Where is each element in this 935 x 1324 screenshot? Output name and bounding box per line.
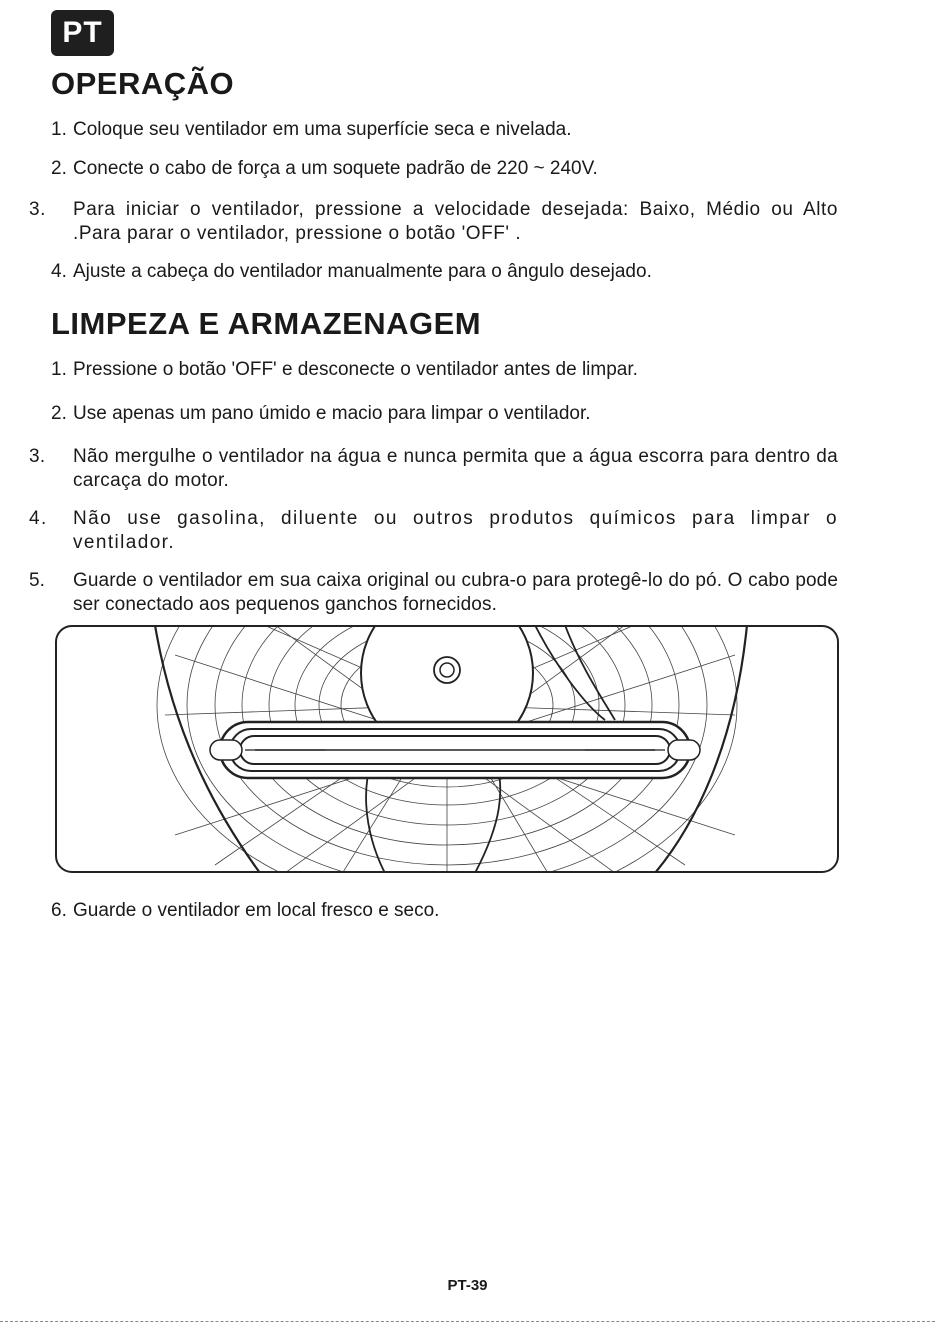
cleaning-item-5 bbox=[29, 569, 838, 617]
item-number: 5. bbox=[29, 570, 46, 591]
item-text: Use apenas um pano úmido e macio para limpar o ventilador. bbox=[73, 403, 591, 424]
fan-storage-illustration bbox=[55, 625, 839, 873]
item-text: Não use gasolina, diluente ou outros produtos químicos para limpar o ventilador. bbox=[73, 508, 838, 553]
cleaning-item-4 bbox=[29, 507, 838, 555]
operation-item-4 bbox=[51, 260, 838, 284]
cleaning-item-2 bbox=[51, 402, 838, 426]
cleaning-item-1 bbox=[51, 358, 838, 382]
cleaning-item-3 bbox=[29, 445, 838, 493]
section-title-operation: OPERAÇÃO bbox=[51, 66, 235, 101]
item-number: 1. bbox=[51, 119, 67, 140]
item-number: 2. bbox=[51, 158, 67, 179]
item-number: 4. bbox=[29, 508, 48, 529]
page-bottom-divider bbox=[0, 1321, 935, 1322]
section-title-cleaning: LIMPEZA E ARMAZENAGEM bbox=[51, 306, 482, 341]
language-badge: PT bbox=[51, 10, 114, 56]
item-number: 6. bbox=[51, 900, 67, 921]
operation-item-1 bbox=[51, 118, 838, 142]
item-number: 1. bbox=[51, 359, 67, 380]
operation-item-2 bbox=[51, 157, 838, 181]
item-text: Não mergulhe o ventilador na água e nunca permita que a água escorra para dentro da carcaça do motor. bbox=[73, 446, 838, 491]
item-text: Guarde o ventilador em sua caixa original ou cubra-o para protegê-lo do pó. O cabo pode ser conectado aos pequenos ganchos fornecidos. bbox=[73, 570, 838, 615]
item-text: Ajuste a cabeça do ventilador manualmente para o ângulo desejado. bbox=[73, 261, 652, 282]
item-text: Coloque seu ventilador em uma superfície seca e nivelada. bbox=[73, 119, 572, 140]
item-number: 3. bbox=[29, 199, 46, 220]
page-number: PT-39 bbox=[447, 1277, 488, 1294]
item-number: 3. bbox=[29, 446, 46, 467]
item-text: Para iniciar o ventilador, pressione a velocidade desejada: Baixo, Médio ou Alto .Para parar o ventilador, pressione o botão 'OFF' . bbox=[73, 199, 838, 244]
item-number: 4. bbox=[51, 261, 67, 282]
item-text: Pressione o botão 'OFF' e desconecte o ventilador antes de limpar. bbox=[73, 359, 638, 380]
operation-item-3 bbox=[29, 198, 838, 246]
item-text: Guarde o ventilador em local fresco e seco. bbox=[73, 900, 440, 921]
item-number: 2. bbox=[51, 403, 67, 424]
item-text: Conecte o cabo de força a um soquete padrão de 220 ~ 240V. bbox=[73, 158, 598, 179]
cleaning-item-6 bbox=[51, 899, 838, 923]
